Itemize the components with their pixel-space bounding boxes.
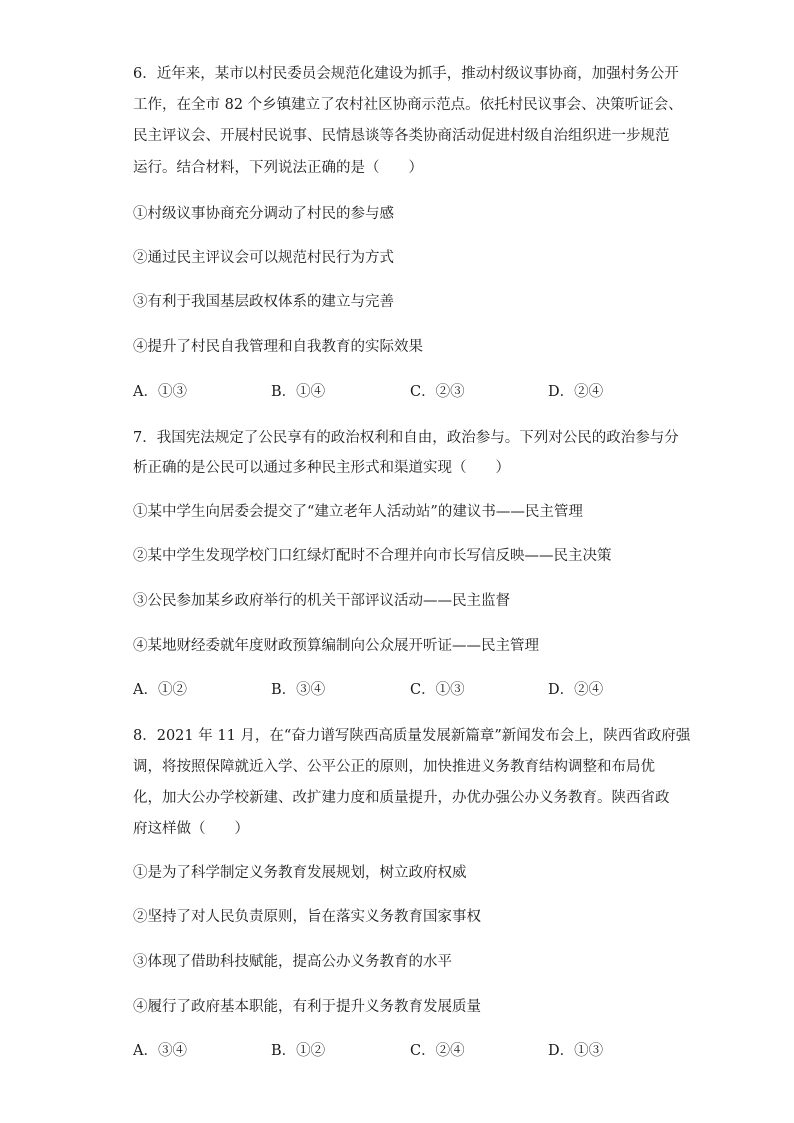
statement-4: ④某地财经委就年度财政预算编制向公众展开听证——民主管理 <box>133 638 539 654</box>
question-stem-line: 工作，在全市 82 个乡镇建立了农村社区协商示范点。依托村民议事会、决策听证会、 <box>133 97 683 113</box>
statement-1: ①是为了科学制定义务教育发展规划，树立政府权威 <box>133 865 467 881</box>
statement-2: ②坚持了对人民负责原则，旨在落实义务教育国家事权 <box>133 909 481 925</box>
question-stem-line: 调，将按照保障就近入学、公平公正的原则，加快推进义务教育结构调整和布局优 <box>133 759 655 775</box>
option-b[interactable]: B．①② <box>271 1043 326 1059</box>
option-a[interactable]: A．①③ <box>133 384 187 400</box>
statement-1: ①村级议事协商充分调动了村民的参与感 <box>133 206 394 222</box>
statement-2: ②某中学生发现学校门口红绿灯配时不合理并向市长写信反映——民主决策 <box>133 548 612 564</box>
option-c[interactable]: C．②③ <box>410 384 465 400</box>
statement-3: ③有利于我国基层政权体系的建立与完善 <box>133 294 394 310</box>
statement-3: ③公民参加某乡政府举行的机关干部评议活动——民主监督 <box>133 593 510 609</box>
option-a[interactable]: A．③④ <box>133 1043 187 1059</box>
question-stem-line: 8．2021 年 11 月，在“奋力谱写陕西高质量发展新篇章”新闻发布会上，陕西省政府强 <box>133 728 691 744</box>
question-stem-line: 化，加大公办学校新建、改扩建力度和质量提升，办优办强公办义务教育。陕西省政 <box>133 790 670 806</box>
question-stem-line: 府这样做（ ） <box>133 821 249 837</box>
option-c[interactable]: C．②④ <box>410 1043 465 1059</box>
question-stem-line: 运行。结合材料，下列说法正确的是（ ） <box>133 160 423 176</box>
question-stem-line: 民主评议会、开展村民说事、民情恳谈等各类协商活动促进村级自治组织进一步规范 <box>133 128 670 144</box>
statement-4: ④提升了村民自我管理和自我教育的实际效果 <box>133 339 423 355</box>
question-stem-line: 7．我国宪法规定了公民享有的政治权利和自由，政治参与。下列对公民的政治参与分 <box>133 430 679 446</box>
question-stem-line: 析正确的是公民可以通过多种民主形式和渠道实现（ ） <box>133 460 510 476</box>
option-d[interactable]: D．②④ <box>548 682 604 698</box>
option-d[interactable]: D．②④ <box>548 384 604 400</box>
option-b[interactable]: B．①④ <box>271 384 326 400</box>
question-stem-line: 6．近年来，某市以村民委员会规范化建设为抓手，推动村级议事协商，加强村务公开 <box>133 66 679 82</box>
option-d[interactable]: D．①③ <box>548 1043 604 1059</box>
statement-1: ①某中学生向居委会提交了“建立老年人活动站”的建议书——民主管理 <box>133 504 583 520</box>
option-a[interactable]: A．①② <box>133 682 187 698</box>
statement-3: ③体现了借助科技赋能，提高公办义务教育的水平 <box>133 954 452 970</box>
statement-4: ④履行了政府基本职能，有利于提升义务教育发展质量 <box>133 999 481 1015</box>
statement-2: ②通过民主评议会可以规范村民行为方式 <box>133 250 394 266</box>
option-c[interactable]: C．①③ <box>410 682 465 698</box>
option-b[interactable]: B．③④ <box>271 682 326 698</box>
